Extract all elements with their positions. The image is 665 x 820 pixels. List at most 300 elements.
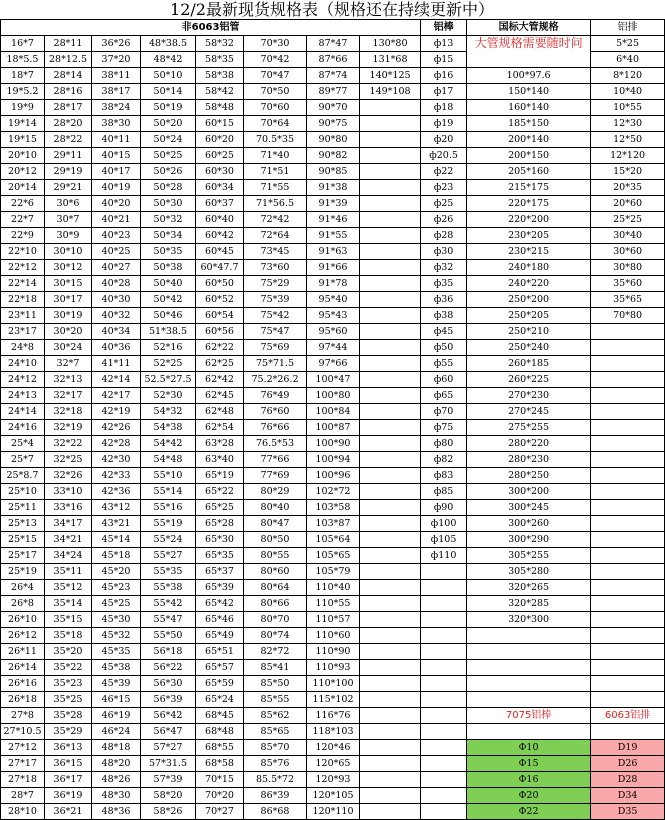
table-cell: 60*42 <box>196 228 244 244</box>
table-cell <box>421 596 467 612</box>
table-cell: ф36 <box>421 292 467 308</box>
table-cell <box>591 644 665 660</box>
table-cell: ф90 <box>421 500 467 516</box>
table-cell: 85*50 <box>244 676 307 692</box>
table-cell: 32*25 <box>45 452 92 468</box>
table-cell: 250*210 <box>467 324 591 340</box>
table-cell: ф19 <box>421 116 467 132</box>
table-row <box>1 244 665 260</box>
table-cell: 200*140 <box>467 132 591 148</box>
table-cell: 30*15 <box>45 276 92 292</box>
table-cell: 42*26 <box>92 420 141 436</box>
table-row <box>1 564 665 580</box>
table-cell: 32*13 <box>45 372 92 388</box>
table-row <box>1 740 665 756</box>
table-cell <box>421 788 467 804</box>
table-cell: 103*87 <box>307 516 360 532</box>
table-cell: 300*260 <box>467 516 591 532</box>
table-row <box>1 292 665 308</box>
table-row <box>1 676 665 692</box>
table-cell <box>591 532 665 548</box>
table-cell: 55*16 <box>141 500 196 516</box>
table-cell: 19*9 <box>1 100 45 116</box>
table-cell: ф75 <box>421 420 467 436</box>
table-cell <box>591 564 665 580</box>
table-cell: 24*10 <box>1 356 45 372</box>
table-cell: 110*93 <box>307 660 360 676</box>
table-cell: 65*22 <box>196 484 244 500</box>
table-cell <box>360 436 421 452</box>
table-cell: 91*55 <box>307 228 360 244</box>
table-cell: 76.5*53 <box>244 436 307 452</box>
table-row <box>1 532 665 548</box>
table-cell: 24*16 <box>1 420 45 436</box>
table-cell: 35*12 <box>45 580 92 596</box>
table-cell: 270*230 <box>467 388 591 404</box>
header-row <box>1 20 665 36</box>
table-cell: 71*56.5 <box>244 196 307 212</box>
table-cell: 70*60 <box>244 100 307 116</box>
table-cell <box>360 612 421 628</box>
table-cell: 118*103 <box>307 724 360 740</box>
table-cell: 110*57 <box>307 612 360 628</box>
table-cell: 27*8 <box>1 708 45 724</box>
table-cell: 26*18 <box>1 692 45 708</box>
table-cell: ф18 <box>421 100 467 116</box>
table-cell: 40*27 <box>92 260 141 276</box>
table-cell: 75*69 <box>244 340 307 356</box>
table-cell <box>360 404 421 420</box>
table-cell: 65*57 <box>196 660 244 676</box>
table-cell: 32*17 <box>45 388 92 404</box>
table-cell: 70*64 <box>244 116 307 132</box>
table-row <box>1 548 665 564</box>
table-cell: 40*28 <box>92 276 141 292</box>
table-cell: 22*6 <box>1 196 45 212</box>
table-cell: 57*27 <box>141 740 196 756</box>
table-cell: 110*60 <box>307 628 360 644</box>
table-cell: 27*18 <box>1 772 45 788</box>
table-cell: 62*45 <box>196 388 244 404</box>
table-cell <box>360 340 421 356</box>
table-cell: 52*25 <box>141 356 196 372</box>
table-cell: 55*10 <box>141 468 196 484</box>
table-row <box>1 628 665 644</box>
table-cell: 29*11 <box>45 148 92 164</box>
table-cell: Φ16 <box>467 772 591 788</box>
table-row <box>1 148 665 164</box>
table-cell: 19*5.2 <box>1 84 45 100</box>
table-cell: 38*24 <box>92 100 141 116</box>
table-cell: 62*22 <box>196 340 244 356</box>
table-cell <box>360 756 421 772</box>
table-cell: 50*30 <box>141 196 196 212</box>
table-cell <box>360 276 421 292</box>
table-cell: 48*18 <box>92 740 141 756</box>
table-cell: 75*29 <box>244 276 307 292</box>
table-cell <box>421 724 467 740</box>
table-cell: Φ22 <box>467 804 591 820</box>
table-cell: 52.5*27.5 <box>141 372 196 388</box>
table-cell <box>591 324 665 340</box>
table-cell: 46*24 <box>92 724 141 740</box>
table-cell: 76*66 <box>244 420 307 436</box>
table-cell: 50*28 <box>141 180 196 196</box>
table-cell: 85*70 <box>244 740 307 756</box>
table-cell: ф60 <box>421 372 467 388</box>
table-row <box>1 580 665 596</box>
table-row <box>1 436 665 452</box>
table-cell: 75*39 <box>244 292 307 308</box>
table-cell: 86*39 <box>244 788 307 804</box>
table-cell: Φ20 <box>467 788 591 804</box>
table-cell <box>360 596 421 612</box>
table-cell: 28*14 <box>45 68 92 84</box>
table-cell: 62*54 <box>196 420 244 436</box>
table-cell: 26*8 <box>1 596 45 612</box>
table-cell: 32*22 <box>45 436 92 452</box>
table-cell: ф30 <box>421 244 467 260</box>
table-cell <box>360 628 421 644</box>
table-cell <box>360 692 421 708</box>
table-cell: 65*30 <box>196 532 244 548</box>
table-cell: 58*48 <box>196 100 244 116</box>
table-cell: 65*42 <box>196 596 244 612</box>
table-cell: 30*17 <box>45 292 92 308</box>
table-cell: 300*200 <box>467 484 591 500</box>
table-cell: 45*32 <box>92 628 141 644</box>
table-cell: 70.5*35 <box>244 132 307 148</box>
table-cell: 80*70 <box>244 612 307 628</box>
table-cell: 45*35 <box>92 644 141 660</box>
table-cell <box>360 260 421 276</box>
table-cell: 68*48 <box>196 724 244 740</box>
table-cell: ф110 <box>421 548 467 564</box>
table-row <box>1 372 665 388</box>
table-cell: 65*49 <box>196 628 244 644</box>
table-row <box>1 644 665 660</box>
table-cell: 36*17 <box>45 772 92 788</box>
table-cell: 85*41 <box>244 660 307 676</box>
table-cell: 25*17 <box>1 548 45 564</box>
table-cell: 80*64 <box>244 580 307 596</box>
table-cell: 46*19 <box>92 708 141 724</box>
table-cell: 50*38 <box>141 260 196 276</box>
table-cell: 116*76 <box>307 708 360 724</box>
table-cell: 60*50 <box>196 276 244 292</box>
table-cell: ф25 <box>421 196 467 212</box>
table-cell: 42*19 <box>92 404 141 420</box>
table-cell: 50*35 <box>141 244 196 260</box>
table-cell: 65*28 <box>196 516 244 532</box>
table-cell: 68*45 <box>196 708 244 724</box>
table-cell: 56*42 <box>141 708 196 724</box>
table-cell <box>591 388 665 404</box>
table-cell: 58*35 <box>196 52 244 68</box>
table-cell: 50*26 <box>141 164 196 180</box>
table-row <box>1 660 665 676</box>
table-row <box>1 180 665 196</box>
table-cell: 103*58 <box>307 500 360 516</box>
table-cell: 30*10 <box>45 244 92 260</box>
table-cell: 57*39 <box>141 772 196 788</box>
table-cell: 131*68 <box>360 52 421 68</box>
table-row <box>1 260 665 276</box>
table-cell <box>591 596 665 612</box>
table-cell: 71*55 <box>244 180 307 196</box>
table-cell: 150*140 <box>467 84 591 100</box>
table-cell: 55*14 <box>141 484 196 500</box>
table-cell: 60*56 <box>196 324 244 340</box>
table-cell: ф26 <box>421 212 467 228</box>
table-cell: 40*11 <box>92 132 141 148</box>
table-cell <box>360 724 421 740</box>
table-cell: 305*280 <box>467 564 591 580</box>
table-cell: 28*17 <box>45 100 92 116</box>
table-cell: 25*15 <box>1 532 45 548</box>
table-cell: 28*10 <box>1 804 45 820</box>
table-cell <box>360 244 421 260</box>
table-cell <box>360 164 421 180</box>
table-cell: Φ15 <box>467 756 591 772</box>
table-cell: 48*26 <box>92 772 141 788</box>
table-cell <box>360 644 421 660</box>
table-cell: 28*7 <box>1 788 45 804</box>
table-cell: 50*40 <box>141 276 196 292</box>
table-cell: 35*14 <box>45 596 92 612</box>
header-strip: 铝排 <box>591 20 665 36</box>
table-cell: 65*51 <box>196 644 244 660</box>
table-cell: 22*7 <box>1 212 45 228</box>
table-cell: 36*26 <box>92 36 141 52</box>
table-cell: 48*42 <box>141 52 196 68</box>
table-cell: 56*18 <box>141 644 196 660</box>
table-cell: 240*180 <box>467 260 591 276</box>
table-cell: 23*17 <box>1 324 45 340</box>
table-cell <box>360 468 421 484</box>
table-cell: 22*10 <box>1 244 45 260</box>
table-cell: 50*42 <box>141 292 196 308</box>
table-cell: 48*38.5 <box>141 36 196 52</box>
table-cell: 280*220 <box>467 436 591 452</box>
table-row <box>1 724 665 740</box>
table-cell: ф100 <box>421 516 467 532</box>
table-cell: 12*30 <box>591 116 665 132</box>
table-cell: 12*120 <box>591 148 665 164</box>
table-cell: 30*80 <box>591 260 665 276</box>
table-cell: 260*225 <box>467 372 591 388</box>
table-cell: 20*10 <box>1 148 45 164</box>
table-cell <box>360 452 421 468</box>
table-cell: ф65 <box>421 388 467 404</box>
table-cell <box>360 420 421 436</box>
table-cell: 16*7 <box>1 36 45 52</box>
table-cell: 220*175 <box>467 196 591 212</box>
table-cell: 90*75 <box>307 116 360 132</box>
table-cell: 15*20 <box>591 164 665 180</box>
table-cell: 80*50 <box>244 532 307 548</box>
table-cell: 40*36 <box>92 340 141 356</box>
table-cell: 37*20 <box>92 52 141 68</box>
table-cell <box>421 676 467 692</box>
table-cell: 34*17 <box>45 516 92 532</box>
table-row <box>1 68 665 84</box>
table-cell: 77*69 <box>244 468 307 484</box>
table-cell: ф35 <box>421 276 467 292</box>
table-cell: 95*40 <box>307 292 360 308</box>
table-cell: ф22 <box>421 164 467 180</box>
table-cell: 25*11 <box>1 500 45 516</box>
table-cell: 55*35 <box>141 564 196 580</box>
table-cell: 52*30 <box>141 388 196 404</box>
table-cell: 105*79 <box>307 564 360 580</box>
table-cell: 51*38.5 <box>141 324 196 340</box>
table-cell: 30*7 <box>45 212 92 228</box>
table-cell: 40*34 <box>92 324 141 340</box>
table-cell: 40*21 <box>92 212 141 228</box>
table-cell: 70*30 <box>244 36 307 52</box>
table-cell: 45*39 <box>92 676 141 692</box>
table-cell: 55*50 <box>141 628 196 644</box>
table-cell <box>360 500 421 516</box>
table-cell: 73*45 <box>244 244 307 260</box>
table-cell: 120*105 <box>307 788 360 804</box>
table-cell: 65*37 <box>196 564 244 580</box>
table-cell: 75*71.5 <box>244 356 307 372</box>
table-cell <box>360 372 421 388</box>
table-cell: 230*205 <box>467 228 591 244</box>
table-row <box>1 484 665 500</box>
table-cell: 60*25 <box>196 148 244 164</box>
table-cell: 320*265 <box>467 580 591 596</box>
table-cell: 32*19 <box>45 420 92 436</box>
table-cell <box>591 676 665 692</box>
table-cell <box>467 724 591 740</box>
table-cell: 8*120 <box>591 68 665 84</box>
note-large-pipe: 大管规格需要随时问 <box>467 36 591 68</box>
table-cell: 87*66 <box>307 52 360 68</box>
table-cell: 85*62 <box>244 708 307 724</box>
table-cell: 110*40 <box>307 580 360 596</box>
table-cell <box>591 612 665 628</box>
table-cell: 100*94 <box>307 452 360 468</box>
table-cell: 215*175 <box>467 180 591 196</box>
table-cell: D28 <box>591 772 665 788</box>
table-row <box>1 212 665 228</box>
table-cell: 28*22 <box>45 132 92 148</box>
table-cell: 70*42 <box>244 52 307 68</box>
table-cell: 35*60 <box>591 276 665 292</box>
header-6063-strip: 6063铝排 <box>591 708 665 724</box>
table-cell: ф38 <box>421 308 467 324</box>
table-cell: 27*10.5 <box>1 724 45 740</box>
table-row <box>1 708 665 724</box>
table-row <box>1 228 665 244</box>
table-cell <box>360 676 421 692</box>
table-cell: 42*33 <box>92 468 141 484</box>
table-cell <box>360 548 421 564</box>
table-cell <box>591 692 665 708</box>
table-cell: ф28 <box>421 228 467 244</box>
table-cell: 42*36 <box>92 484 141 500</box>
table-cell: 30*6 <box>45 196 92 212</box>
table-cell: 12*50 <box>591 132 665 148</box>
table-cell: 320*300 <box>467 612 591 628</box>
table-cell: 50*24 <box>141 132 196 148</box>
table-cell: ф23 <box>421 180 467 196</box>
table-cell: 300*290 <box>467 532 591 548</box>
table-cell: 55*24 <box>141 532 196 548</box>
table-cell: 40*23 <box>92 228 141 244</box>
table-row <box>1 788 665 804</box>
table-cell: 230*215 <box>467 244 591 260</box>
table-cell: 56*22 <box>141 660 196 676</box>
table-row <box>1 772 665 788</box>
table-cell: 200*150 <box>467 148 591 164</box>
table-cell <box>421 756 467 772</box>
table-cell: 50*19 <box>141 100 196 116</box>
table-cell: 55*42 <box>141 596 196 612</box>
table-cell: 57*31.5 <box>141 756 196 772</box>
table-cell: 120*110 <box>307 804 360 820</box>
spec-table <box>0 19 665 820</box>
table-cell: 20*60 <box>591 196 665 212</box>
table-cell: 19*14 <box>1 116 45 132</box>
table-cell: ф55 <box>421 356 467 372</box>
table-cell: 55*27 <box>141 548 196 564</box>
table-cell <box>421 772 467 788</box>
table-cell: Φ10 <box>467 740 591 756</box>
table-cell: 55*47 <box>141 612 196 628</box>
table-cell: 43*21 <box>92 516 141 532</box>
table-cell: 35*23 <box>45 676 92 692</box>
table-cell: 20*35 <box>591 180 665 196</box>
table-cell: 85.5*72 <box>244 772 307 788</box>
table-cell: 45*18 <box>92 548 141 564</box>
table-cell: 115*102 <box>307 692 360 708</box>
table-cell: 34*24 <box>45 548 92 564</box>
table-cell: 250*200 <box>467 292 591 308</box>
table-cell: 30*60 <box>591 244 665 260</box>
table-cell <box>591 452 665 468</box>
table-cell: 40*20 <box>92 196 141 212</box>
table-cell: 85*65 <box>244 724 307 740</box>
table-cell: 90*82 <box>307 148 360 164</box>
table-cell <box>360 292 421 308</box>
table-cell: ф13 <box>421 36 467 52</box>
table-cell: 33*16 <box>45 500 92 516</box>
table-cell <box>421 644 467 660</box>
table-cell: 40*17 <box>92 164 141 180</box>
table-cell: 70*80 <box>591 308 665 324</box>
table-cell: 77*66 <box>244 452 307 468</box>
table-cell: 91*78 <box>307 276 360 292</box>
table-cell: 260*185 <box>467 356 591 372</box>
table-row <box>1 196 665 212</box>
table-cell: 26*12 <box>1 628 45 644</box>
table-cell <box>421 660 467 676</box>
table-cell: 120*93 <box>307 772 360 788</box>
table-cell <box>467 692 591 708</box>
table-cell: 65*46 <box>196 612 244 628</box>
table-cell: 91*63 <box>307 244 360 260</box>
table-cell: 25*7 <box>1 452 45 468</box>
table-cell: 19*15 <box>1 132 45 148</box>
table-cell: D35 <box>591 804 665 820</box>
table-cell <box>360 772 421 788</box>
table-cell: 24*13 <box>1 388 45 404</box>
table-cell: 20*14 <box>1 180 45 196</box>
